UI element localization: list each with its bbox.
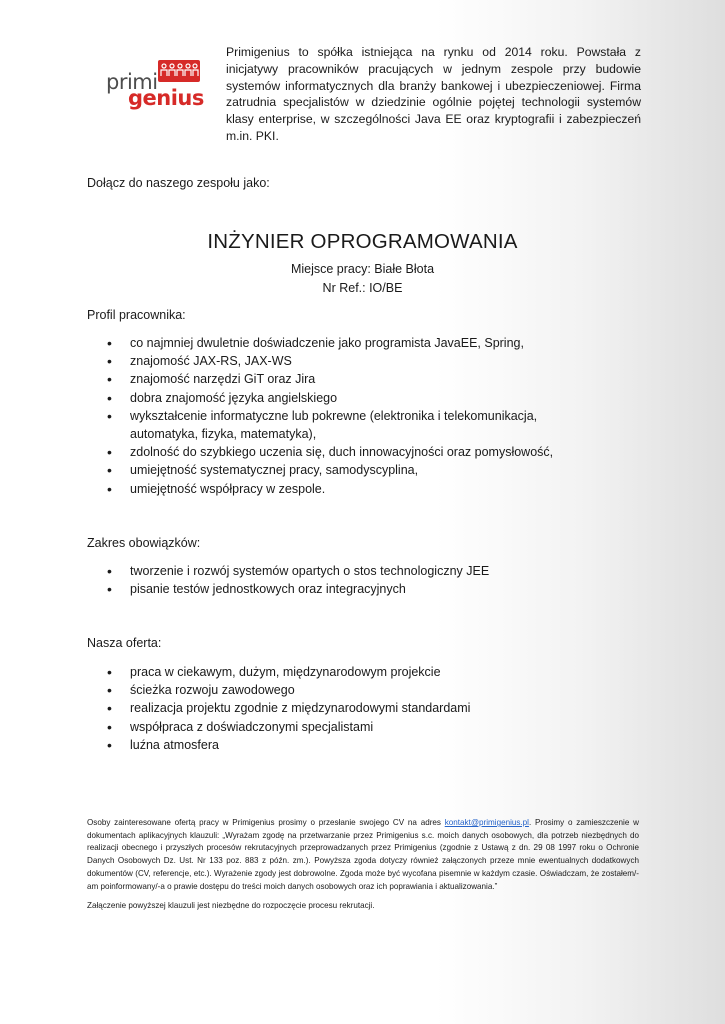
- join-heading: Dołącz do naszego zespołu jako:: [87, 176, 270, 190]
- duties-list: [87, 562, 627, 598]
- intro-text: Primigenius to spółka istniejąca na rynku od 2014 roku. Powstała z inicjatywy pracowników pracujących w jednym zespole przy budowie systemów informatycznych dla branży bankowej i ubezpieczeniowej. Firma zatrudnia specjalistów w dziedzinie ogólnie pojętej technologii systemów klasy enterprise, w szczególności Java EE oraz kryptografii i zabezpieczeń m.in. PKI.: [226, 45, 641, 143]
- list-item: • umiejętność współpracy w zespole.: [87, 480, 627, 498]
- people-group-icon: [158, 60, 200, 82]
- list-item: • praca w ciekawym, dużym, międzynarodowym projekcie: [87, 663, 627, 681]
- list-item: • wykształcenie informatyczne lub pokrewne (elektronika i telekomunikacja, automatyka, fizyka, matematyka),: [87, 407, 627, 443]
- job-reference: Nr Ref.: IO/BE: [322, 281, 403, 295]
- consent-text-intro: Osoby zainteresowane ofertą pracy w Primigenius prosimy o przesłanie swojego CV na adres: [87, 818, 445, 827]
- logo-primi-text: primi: [106, 70, 158, 94]
- list-item: • tworzenie i rozwój systemów opartych o stos technologiczny JEE: [87, 562, 627, 580]
- list-item: • znajomość narzędzi GiT oraz Jira: [87, 370, 627, 388]
- list-item: • pisanie testów jednostkowych oraz integracyjnych: [87, 580, 627, 598]
- list-item: • współpraca z doświadczonymi specjalistami: [87, 718, 627, 736]
- profile-label: Profil pracownika:: [87, 308, 186, 322]
- contact-email-link[interactable]: kontakt@primigenius.pl: [444, 818, 529, 827]
- consent-note: Załączenie powyższej klauzuli jest niezbędne do rozpoczęcie procesu rekrutacji.: [87, 901, 375, 911]
- profile-list: [87, 334, 627, 498]
- list-item: • co najmniej dwuletnie doświadczenie jako programista JavaEE, Spring,: [87, 334, 627, 352]
- duties-label: Zakres obowiązków:: [87, 536, 201, 550]
- job-location: Miejsce pracy: Białe Błota: [290, 262, 435, 276]
- list-item: • realizacja projektu zgodnie z międzynarodowymi standardami: [87, 699, 627, 717]
- logo-genius-text: genius: [128, 86, 204, 110]
- list-item: • dobra znajomość języka angielskiego: [87, 389, 627, 407]
- consent-text-body: . Prosimy o zamieszczenie w dokumentach aplikacyjnych klauzuli: „Wyrażam zgodę na przetwarzanie przez Primigenius s.c. moich danych osobowych, dla potrzeb niezbędnych do realizacji obecnego i przyszłych procesów rekrutacyjnych przeprowadzanych przez Primigenius (zgodnie z Ustawą z dn. 29 08 1997 roku o Ochronie Danych Osobowych Dz. Ust. Nr 133 poz. 883 z późn. zm.). Powyższa zgoda dotyczy również załączonych przeze mnie ewentualnych dodatkowych dokumentów (CV, referencje, etc.). Wyrażenie zgody jest dobrowolne. Zgoda może być wycofana pisemnie w każdym czasie. Oświadczam, że zostałem/-am poinformowany/-a o prawie dostępu do treści moich danych osobowych oraz ich poprawiania i aktualizowania.”: [87, 818, 639, 891]
- company-logo: [104, 58, 204, 114]
- list-item: • zdolność do szybkiego uczenia się, duch innowacyjności oraz pomysłowość,: [87, 443, 627, 461]
- offer-list: [87, 663, 627, 754]
- company-intro: [226, 44, 641, 145]
- job-title: INŻYNIER OPROGRAMOWANIA: [207, 230, 518, 253]
- offer-label: Nasza oferta:: [87, 636, 162, 650]
- list-item: • ścieżka rozwoju zawodowego: [87, 681, 627, 699]
- consent-clause: [87, 817, 639, 893]
- list-item: • umiejętność systematycznej pracy, samodyscyplina,: [87, 461, 627, 479]
- list-item: • znajomość JAX-RS, JAX-WS: [87, 352, 627, 370]
- list-item: • luźna atmosfera: [87, 736, 627, 754]
- consent-footer: [87, 817, 639, 913]
